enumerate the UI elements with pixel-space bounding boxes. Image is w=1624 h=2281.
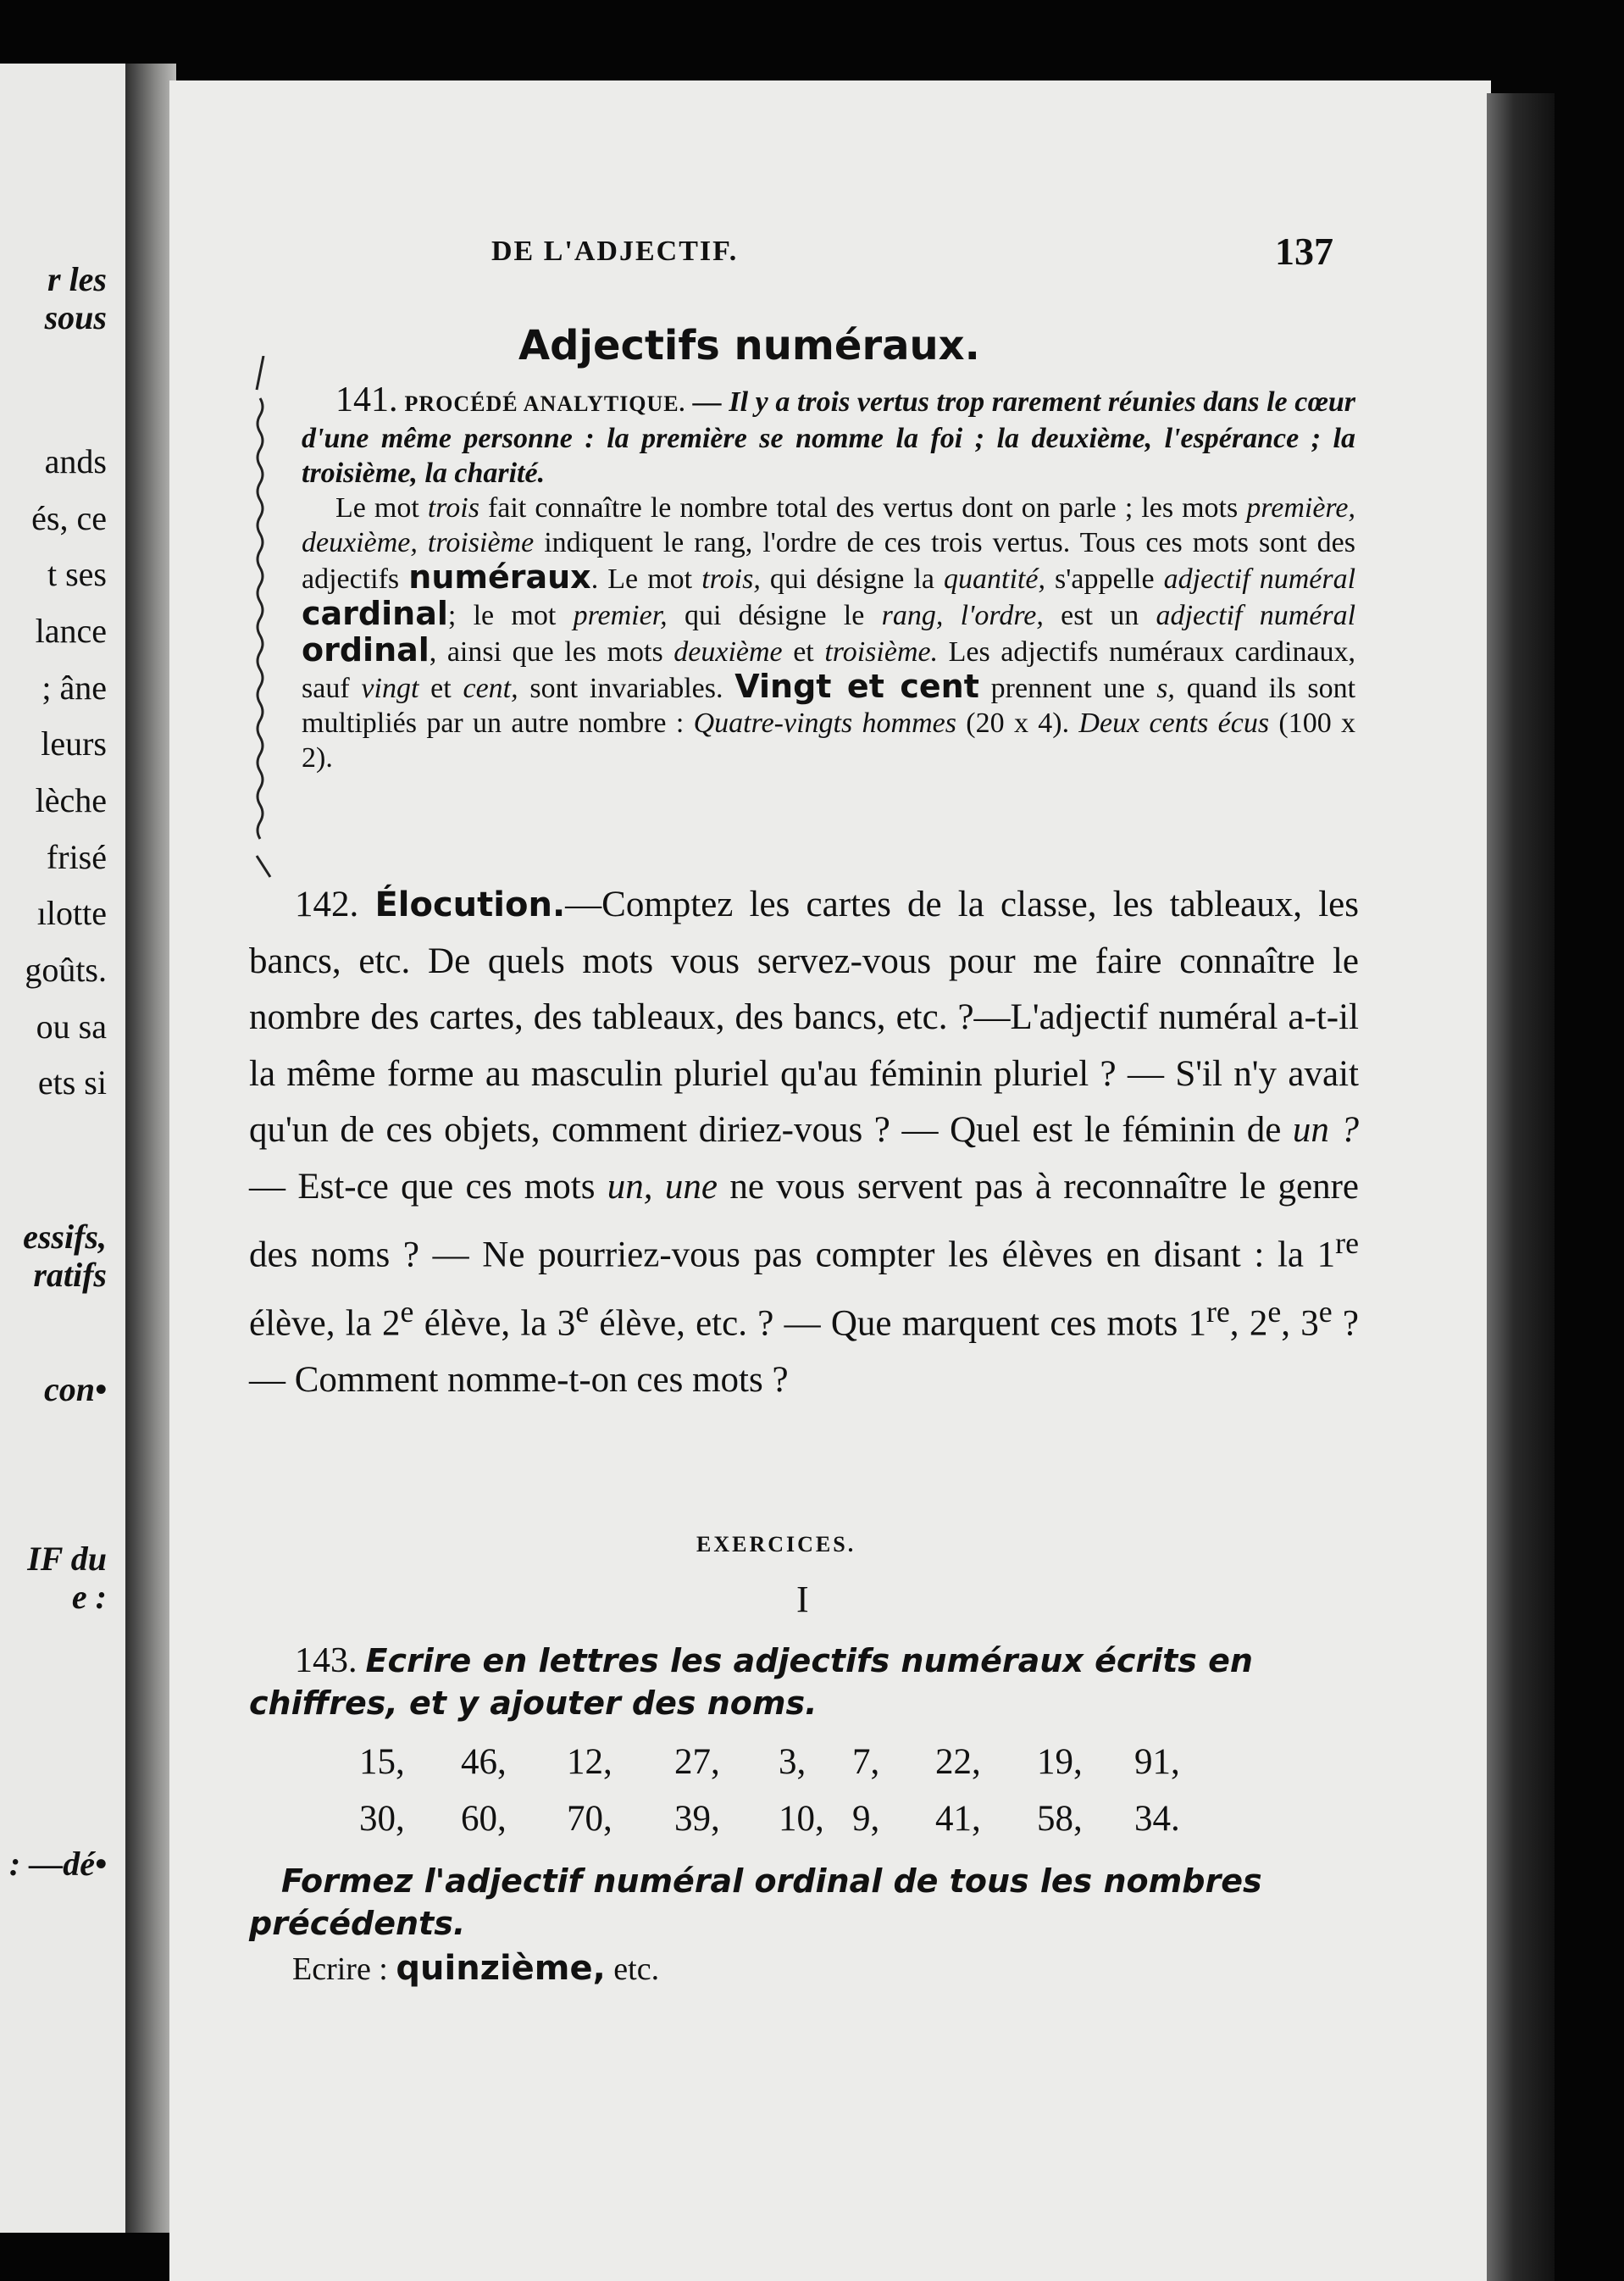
number-item: 41, [935,1799,981,1839]
number-item: 30, [359,1799,405,1839]
section-title: Adjectifs numéraux. [518,322,980,369]
left-page-text-fragment: ou sa [36,1007,107,1046]
number-item: 27, [674,1742,720,1782]
left-page-text-fragment: ılotte [36,894,107,932]
number-item: 7, [852,1742,880,1782]
example-line: Ecrire : quinzième, etc. [292,1949,660,1988]
left-page-text-fragment: t ses [47,555,107,593]
left-page-text-fragment: ratifs [33,1256,107,1294]
left-page-text-fragment: sous [44,298,107,336]
left-page-text-fragment: frisé [46,838,107,876]
number-item: 70, [567,1799,612,1839]
left-page-text-fragment: ; âne [42,669,107,707]
left-page-text-fragment: e : [71,1578,107,1616]
number-item: 3, [779,1742,806,1782]
left-page-text-fragment: leurs [41,724,107,763]
left-page-fragment [0,64,125,2233]
page-edge-shadow [1487,93,1555,2281]
number-item: 15, [359,1742,405,1782]
number-item: 10, [779,1799,824,1839]
left-page-text-fragment: ets si [37,1063,107,1102]
number-item: 19, [1037,1742,1083,1782]
number-item: 58, [1037,1799,1083,1839]
left-page-text-fragment: IF du [27,1540,107,1578]
paragraph-143 [249,1640,1359,1724]
number-item: 12, [567,1742,612,1782]
exercise-roman-numeral: I [796,1579,809,1620]
left-page-text-fragment: essifs, [23,1218,107,1256]
para-number: 141. [335,380,398,419]
paragraph-142: 142. Élocution.—Comptez les cartes de la classe, les tableaux, les bancs, etc. De quels mots vous servez-vous pour me faire connaître le nombre des cartes, des tableaux, des bancs, etc. ?—L'adjectif numéral a-t-il la même forme au masculin pluriel qu'au féminin pluriel ? — S'il n'y avait qu'un de ces objets, comment diriez-vous ? — Quel est le féminin de un ? — Est-ce que ces mots un, une ne vous servent pas à reconnaître le genre des noms ? — Ne pourriez-vous pas compter les élèves en disant : la 1re élève, la 2e élève, la 3e élève, etc. ? — Que marquent ces mots 1re, 2e, 3e ? — Comment nomme-t-on ces mots ? [249,885,1360,1400]
para-label: Élocution. [374,885,566,924]
analysis-explanation: Le mot trois fait connaître le nombre total des vertus dont on parle ; les mots première, deuxième, troisième indiquent le rang, l'ordre de ces trois vertus. Tous ces mots sont des adjectifs numéraux. Le mot trois, qui désigne la quantité, s'appelle adjectif numéral cardinal; le mot premier, qui désigne le rang, l'ordre, est un adjectif numéral ordinal, ainsi que les mots deuxième et troisième. Les adjectifs numéraux cardinaux, sauf vingt et cent, sont invariables. Vingt et cent prennent une s, quand ils sont multipliés par un autre nombre : Quatre-vingts hommes (20 x 4). Deux cents écus (100 x 2). [302,492,1356,774]
left-page-text-fragment: goûts. [25,951,107,989]
exercises-heading: EXERCICES. [696,1532,856,1557]
number-item: 46, [461,1742,507,1782]
exercise-instruction-ordinal: Formez l'adjectif numéral ordinal de tous les nombres précédents. [249,1862,1262,1942]
left-page-text-fragment: és, ce [31,499,107,537]
number-item: 60, [461,1799,507,1839]
running-head: DE L'ADJECTIF. [491,236,739,267]
left-page-text-fragment: ands [44,442,107,480]
exercise-instruction: Ecrire en lettres les adjectifs numéraux écrits en chiffres, et y ajouter des noms. [249,1642,1253,1722]
left-page-text-fragment: r les [47,260,107,298]
page-number: 137 [1275,230,1333,273]
analysis-example: — Il y a trois vertus trop rarement réunies dans le cœur d'une même personne : la première se nomme la foi ; la deuxième, l'espérance ; la troisième, la charité. [302,386,1356,489]
number-item: 34. [1134,1799,1180,1839]
left-page-text-fragment: con• [43,1370,107,1408]
margin-bracket [252,356,274,881]
number-item: 9, [852,1799,880,1839]
number-item: 22, [935,1742,981,1782]
left-page-text-fragment: lèche [35,781,107,819]
left-page-text-fragment: lance [35,612,107,650]
number-item: 91, [1134,1742,1180,1782]
left-page-text-fragment: : —dé• [8,1845,107,1883]
number-item: 39, [674,1799,720,1839]
para-number: 143. [295,1641,358,1680]
book-gutter [125,64,176,2233]
paragraph-141 [302,380,1356,775]
para-label: PROCÉDÉ ANALYTIQUE. [404,391,686,416]
para-number: 142. [295,885,359,924]
